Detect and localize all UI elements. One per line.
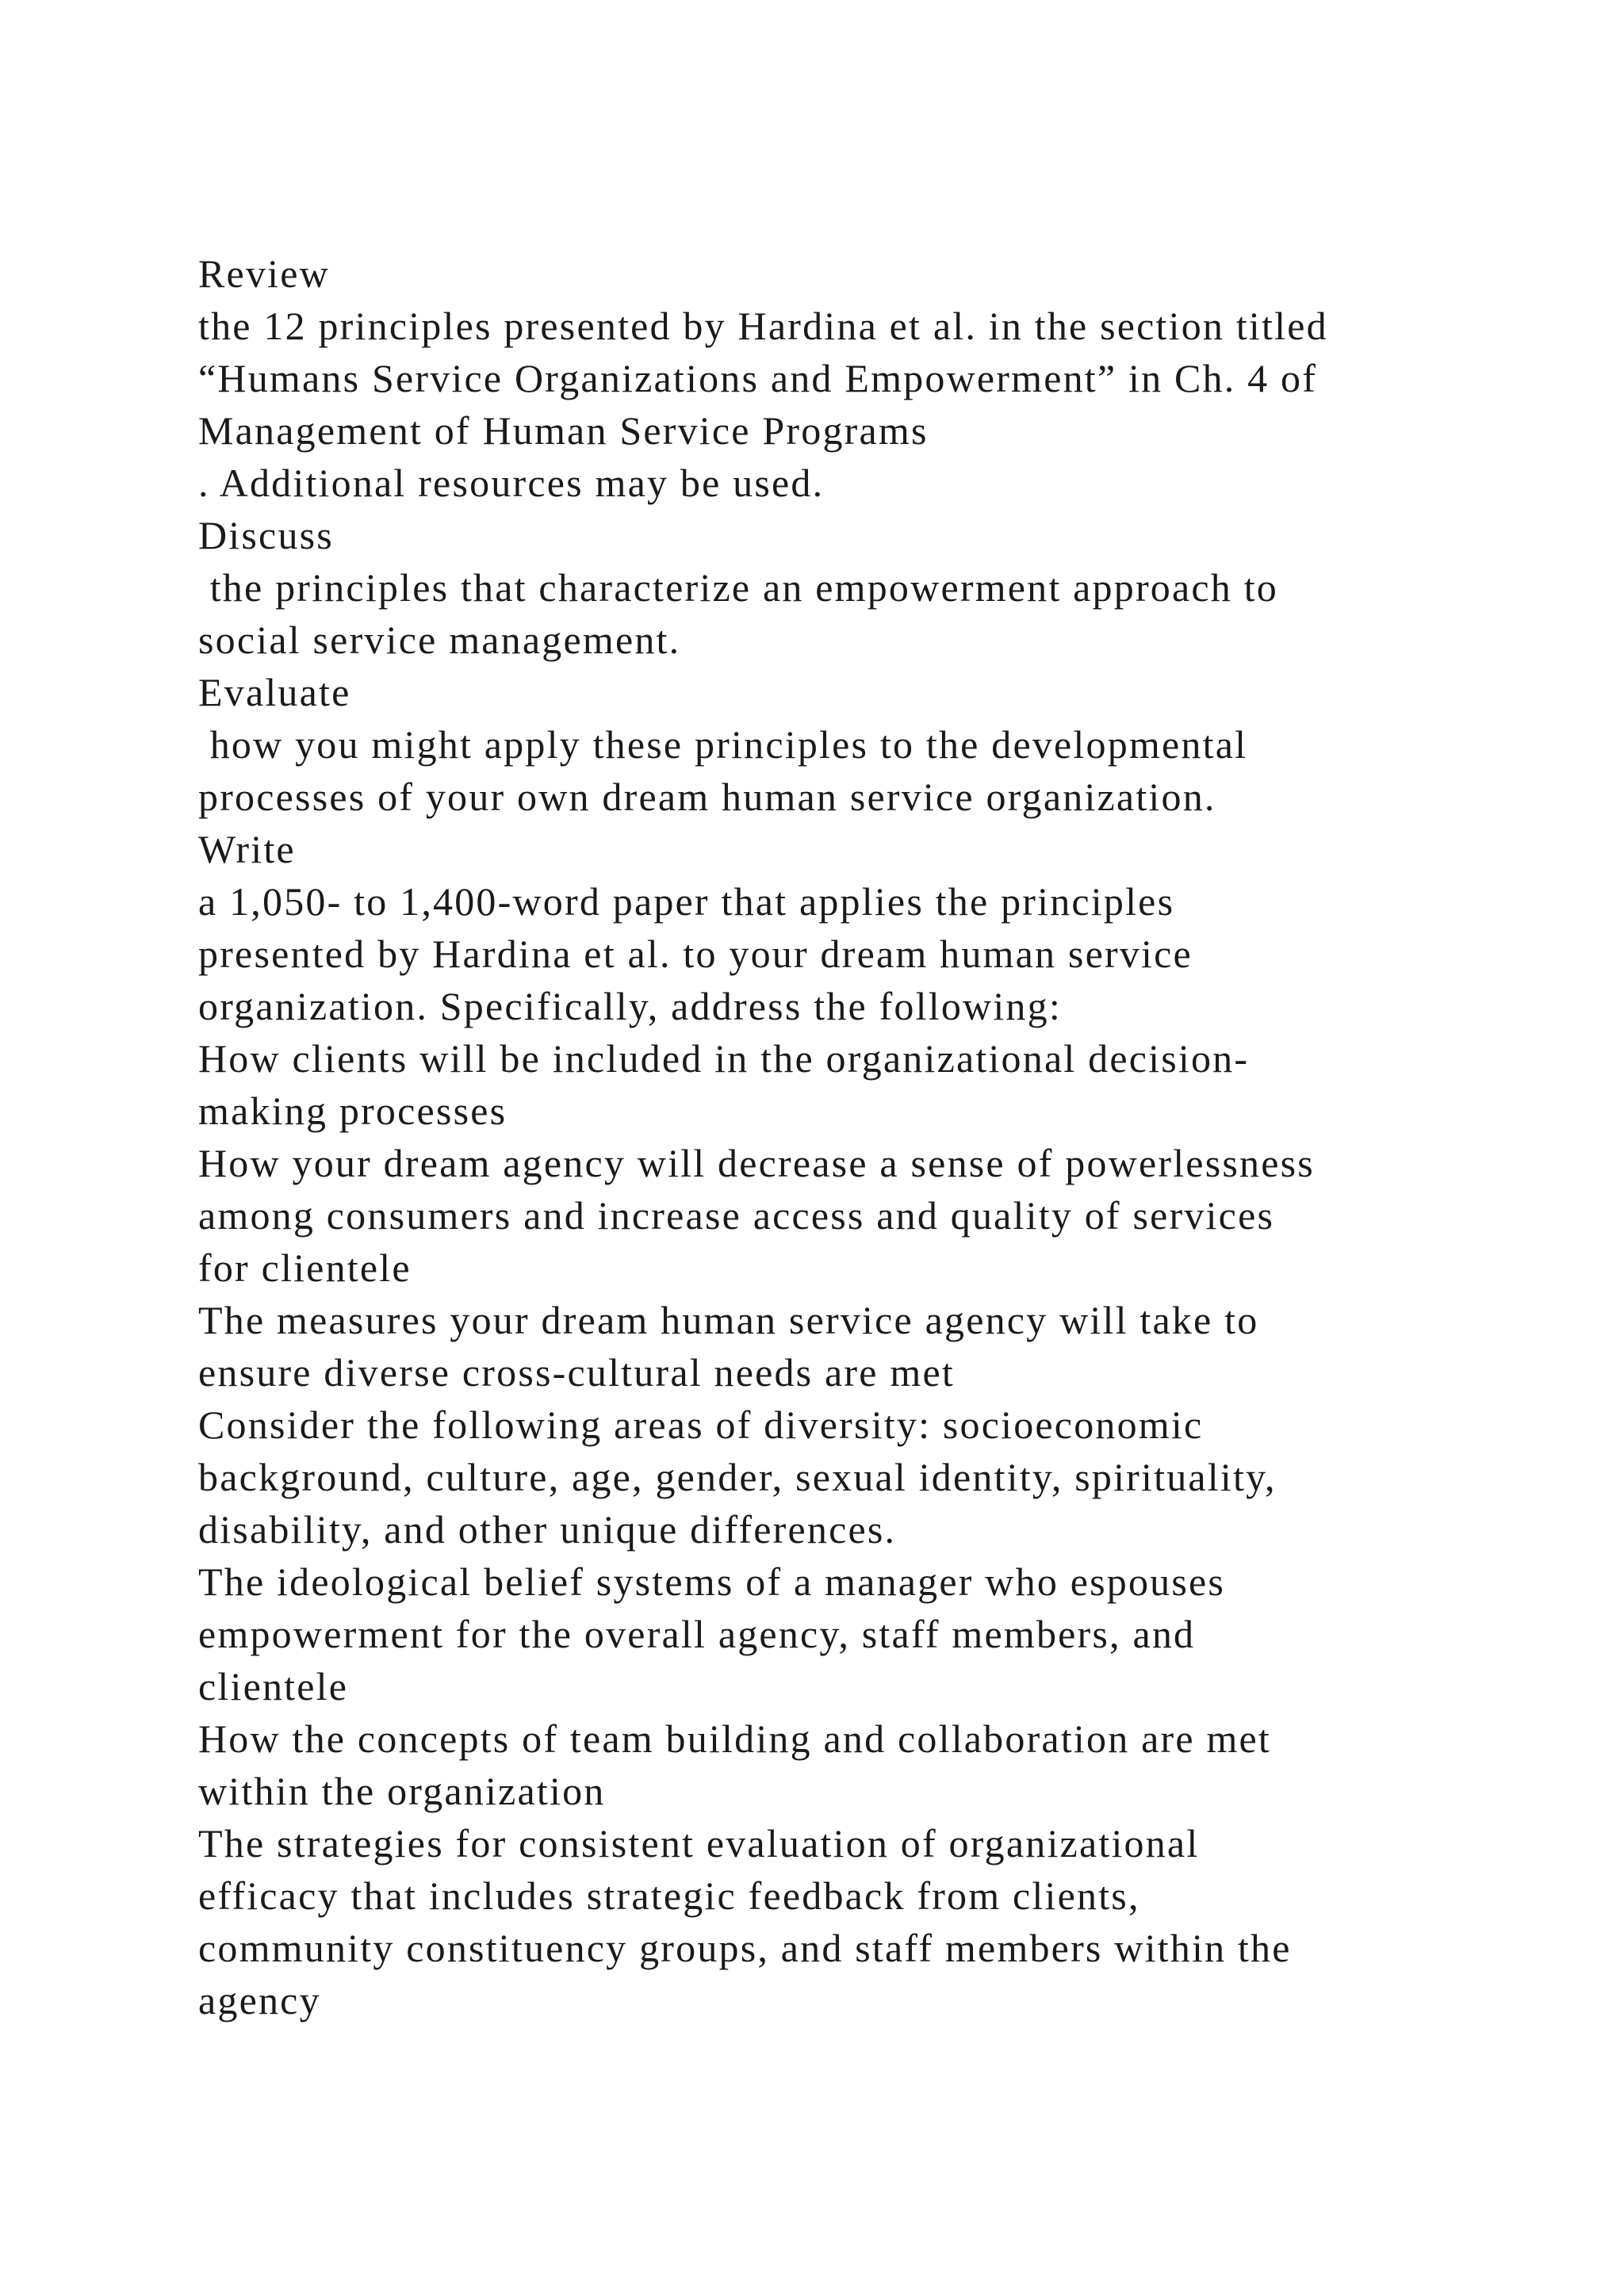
list-item: community constituency groups, and staff members within the	[198, 1926, 1292, 1970]
text-line: . Additional resources may be used.	[198, 461, 825, 505]
text-line: Management of Human Service Programs	[198, 408, 929, 453]
list-item: The measures your dream human service agency will take to	[198, 1298, 1259, 1342]
text-line: processes of your own dream human service organization.	[198, 775, 1216, 819]
heading-evaluate: Evaluate	[198, 670, 351, 714]
list-item: Consider the following areas of diversity: socioeconomic	[198, 1402, 1204, 1447]
list-item: How the concepts of team building and collaboration are met	[198, 1716, 1272, 1761]
list-item: within the organization	[198, 1769, 606, 1813]
text-line: how you might apply these principles to the developmental	[198, 722, 1248, 767]
list-item: agency	[198, 1978, 321, 2022]
text-line: the 12 principles presented by Hardina et al. in the section titled	[198, 304, 1328, 348]
text-line: a 1,050- to 1,400-word paper that applies the principles	[198, 879, 1175, 924]
list-item: ensure diverse cross-cultural needs are met	[198, 1350, 955, 1395]
heading-review: Review	[198, 251, 330, 296]
text-line: presented by Hardina et al. to your dream human service	[198, 932, 1193, 976]
text-line: social service management.	[198, 618, 681, 662]
text-line: the principles that characterize an empowerment approach to	[198, 565, 1278, 610]
list-item: for clientele	[198, 1246, 412, 1290]
text-line: organization. Specifically, address the following:	[198, 984, 1062, 1028]
list-item: background, culture, age, gender, sexual identity, spirituality,	[198, 1455, 1277, 1499]
list-item: making processes	[198, 1089, 508, 1133]
list-item: among consumers and increase access and quality of services	[198, 1193, 1275, 1238]
text-line: “Humans Service Organizations and Empowerment” in Ch. 4 of	[198, 356, 1318, 400]
heading-discuss: Discuss	[198, 513, 334, 557]
list-item: How clients will be included in the organizational decision-	[198, 1036, 1250, 1081]
list-item: clientele	[198, 1664, 349, 1709]
document-text	[198, 247, 1546, 2026]
list-item: The strategies for consistent evaluation of organizational	[198, 1821, 1200, 1866]
list-item: empowerment for the overall agency, staff members, and	[198, 1612, 1196, 1656]
heading-write: Write	[198, 827, 296, 871]
list-item: efficacy that includes strategic feedback from clients,	[198, 1873, 1140, 1918]
list-item: disability, and other unique differences.	[198, 1507, 897, 1552]
list-item: The ideological belief systems of a manager who espouses	[198, 1559, 1226, 1604]
list-item: How your dream agency will decrease a sense of powerlessness	[198, 1141, 1315, 1185]
